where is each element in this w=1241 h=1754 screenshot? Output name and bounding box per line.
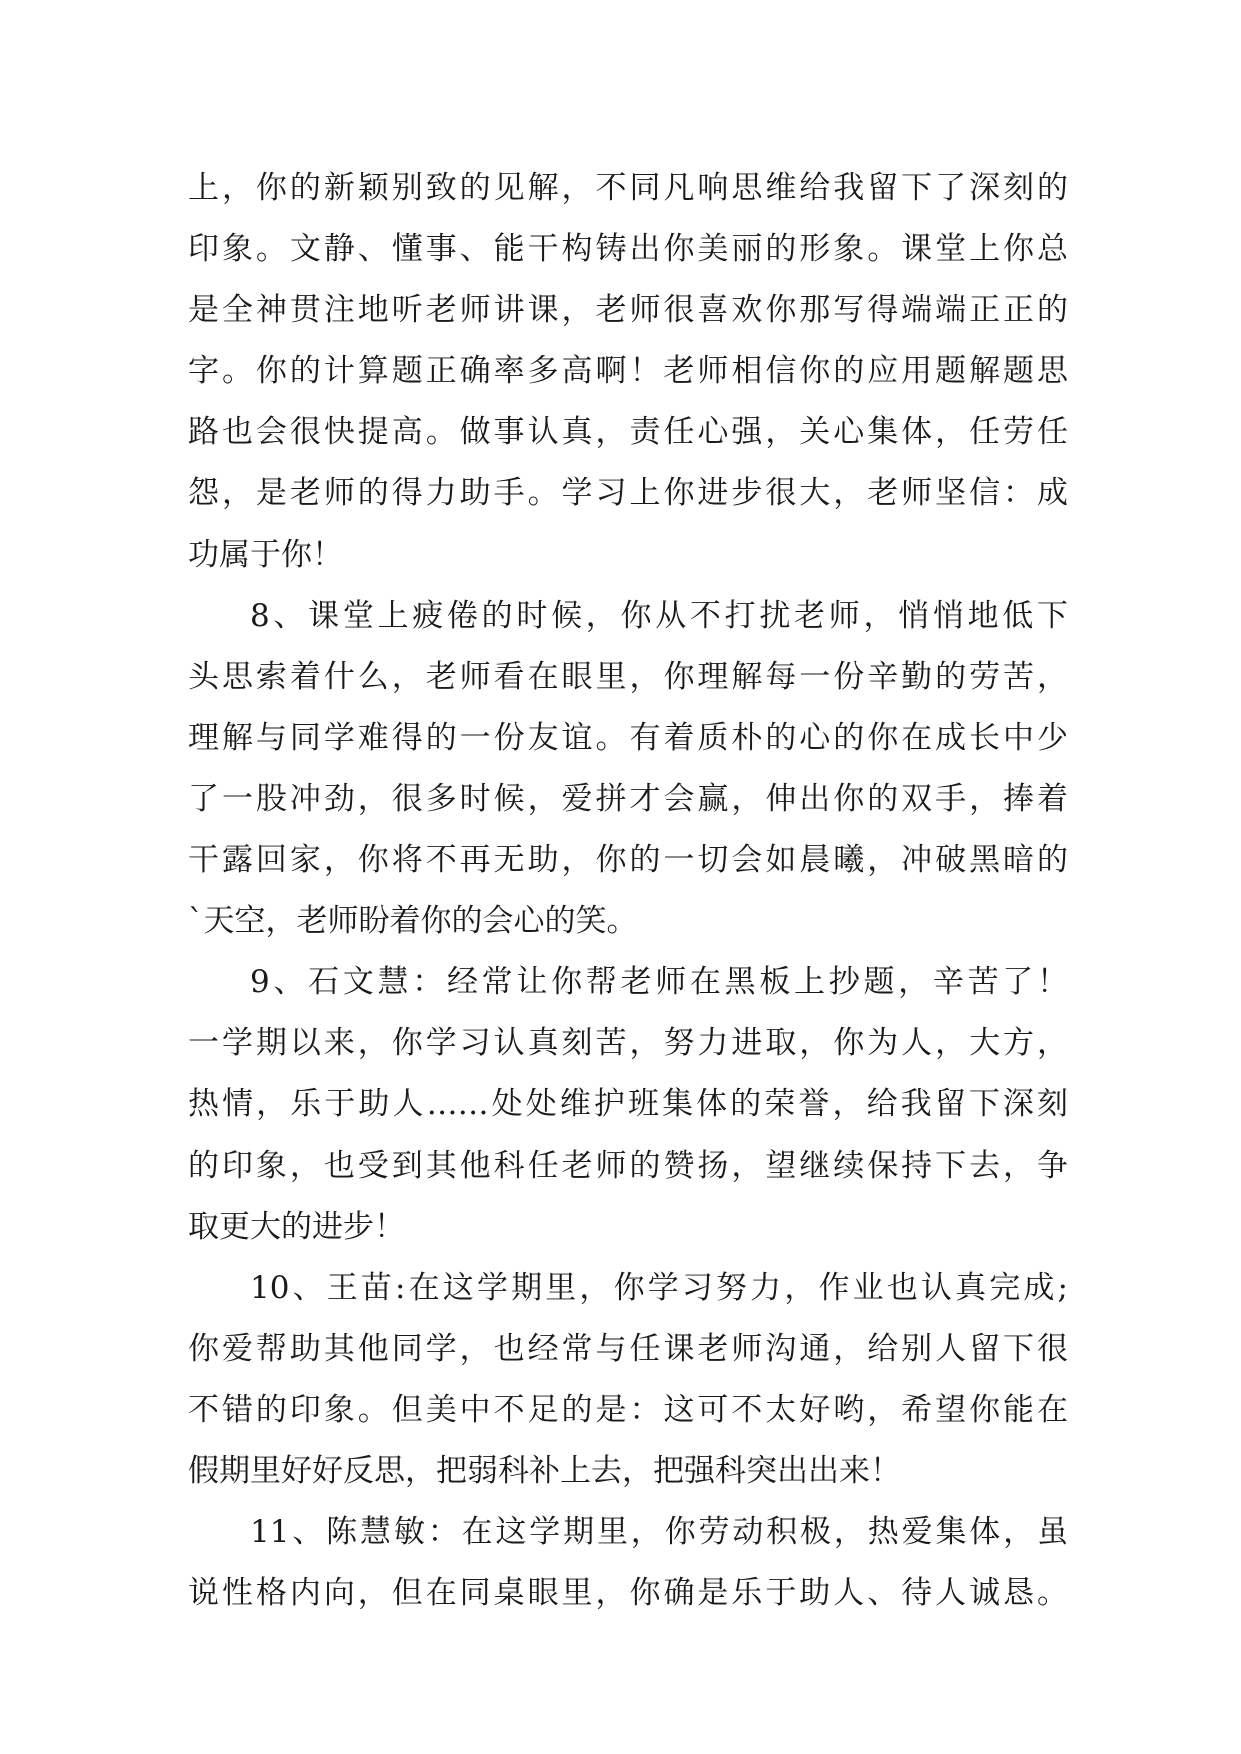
text-line: 取更大的进步！ bbox=[188, 1208, 405, 1245]
paragraph-10-first-line: 10、王苗:在这学期里，你学习努力，作业也认真完成; bbox=[250, 1269, 1068, 1306]
text-line: 不错的印象。但美中不足的是：这可不太好哟，希望你能在 bbox=[188, 1391, 1068, 1428]
body-text bbox=[188, 158, 1068, 1624]
paragraph-11-first-line: 11、陈慧敏：在这学期里，你劳动积极，热爱集体，虽 bbox=[250, 1514, 1068, 1551]
text-line: 头思索着什么，老师看在眼里，你理解每一份辛勤的劳苦， bbox=[188, 658, 1068, 695]
text-line: 你爱帮助其他同学，也经常与任课老师沟通，给别人留下很 bbox=[188, 1330, 1068, 1367]
text-line: 字。你的计算题正确率多高啊！老师相信你的应用题解题思 bbox=[188, 353, 1068, 390]
text-line: 干露回家，你将不再无助，你的一切会如晨曦，冲破黑暗的 bbox=[188, 842, 1068, 879]
text-line: `天空，老师盼着你的会心的笑。 bbox=[188, 903, 638, 940]
text-line: 了一股冲劲，很多时候，爱拼才会赢，伸出你的双手，捧着 bbox=[188, 780, 1068, 817]
text-line: 怨，是老师的得力助手。学习上你进步很大，老师坚信：成 bbox=[188, 475, 1068, 512]
text-line: 路也会很快提高。做事认真，责任心强，关心集体，任劳任 bbox=[188, 414, 1068, 451]
text-line: 假期里好好反思，把弱科补上去，把强科突出出来！ bbox=[188, 1452, 901, 1489]
text-line: 上，你的新颖别致的见解，不同凡响思维给我留下了深刻的 bbox=[188, 170, 1068, 206]
text-line: 热情，乐于助人……处处维护班集体的荣誉，给我留下深刻 bbox=[188, 1086, 1068, 1123]
paragraph-9-first-line: 9、石文慧：经常让你帮老师在黑板上抄题，辛苦了！ bbox=[250, 964, 1068, 1001]
text-line: 是全神贯注地听老师讲课，老师很喜欢你那写得端端正正的 bbox=[188, 292, 1068, 329]
paragraph-8-first-line: 8、课堂上疲倦的时候，你从不打扰老师，悄悄地低下 bbox=[250, 597, 1068, 634]
text-line: 理解与同学难得的一份友谊。有着质朴的心的你在成长中少 bbox=[188, 719, 1068, 756]
text-line: 一学期以来，你学习认真刻苦，努力进取，你为人，大方， bbox=[188, 1025, 1068, 1062]
text-line: 功属于你！ bbox=[188, 536, 343, 573]
text-line: 说性格内向，但在同桌眼里，你确是乐于助人、待人诚恳。 bbox=[188, 1575, 1068, 1612]
text-line: 的印象，也受到其他科任老师的赞扬，望继续保持下去，争 bbox=[188, 1147, 1068, 1184]
text-line: 印象。文静、懂事、能干构铸出你美丽的形象。课堂上你总 bbox=[188, 231, 1068, 268]
